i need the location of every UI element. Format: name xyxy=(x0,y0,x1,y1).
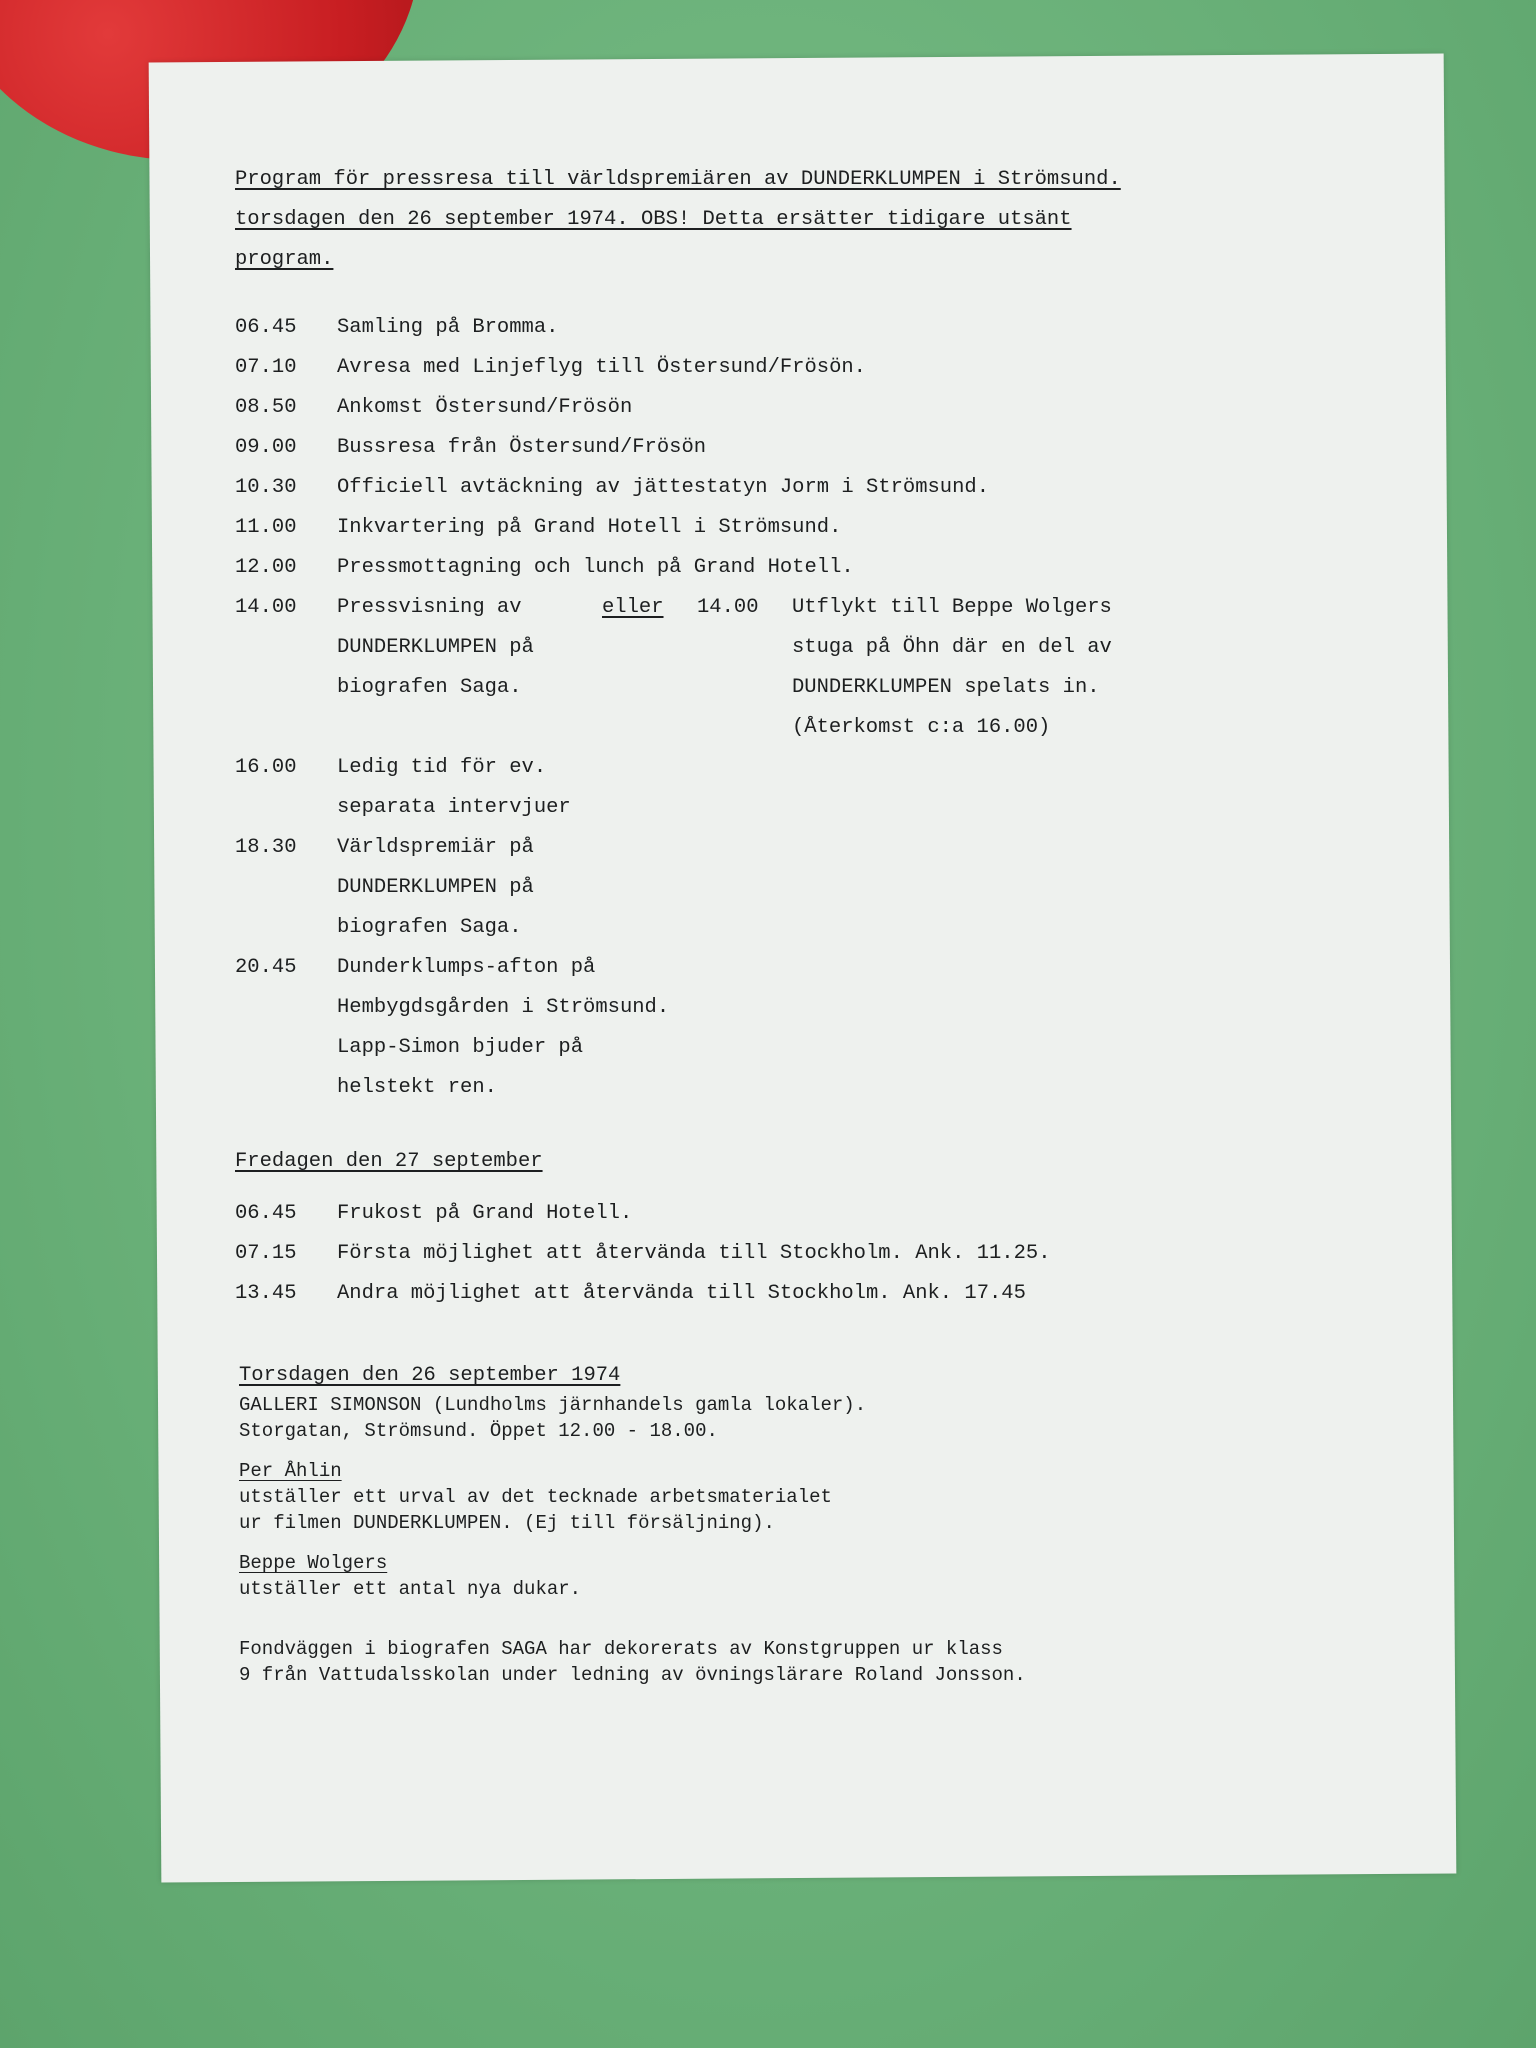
schedule-time: 16.00 xyxy=(235,756,297,779)
schedule-text: Frukost på Grand Hotell. xyxy=(337,1202,633,1225)
schedule-time: 09.00 xyxy=(235,436,297,459)
schedule-time: 07.15 xyxy=(235,1242,297,1265)
option-line: Utflykt till Beppe Wolgers xyxy=(792,596,1112,619)
alternative-row xyxy=(235,588,1195,748)
schedule-row xyxy=(235,508,1195,548)
title-line-2: torsdagen den 26 september 1974. OBS! Detta ersätter tidigare utsänt xyxy=(235,208,1072,231)
schedule-time: 12.00 xyxy=(235,556,297,579)
schedule-row xyxy=(235,468,1195,508)
schedule-row xyxy=(235,308,1195,348)
schedule-text xyxy=(337,748,1195,828)
schedule-line: biografen Saga. xyxy=(337,916,522,939)
schedule-text: Pressmottagning och lunch på Grand Hotell. xyxy=(337,556,854,579)
schedule-time: 08.50 xyxy=(235,396,297,419)
option-line: biografen Saga. xyxy=(337,676,522,699)
schedule-text: Ankomst Östersund/Frösön xyxy=(337,396,633,419)
schedule-row xyxy=(235,1194,1195,1234)
schedule-row xyxy=(235,428,1195,468)
artist-description: utställer ett urval av det tecknade arbetsmaterialet xyxy=(239,1486,832,1508)
friday-heading: Fredagen den 27 september xyxy=(235,1150,543,1173)
option-line: DUNDERKLUMPEN spelats in. xyxy=(792,676,1100,699)
schedule-row xyxy=(235,348,1195,388)
schedule-line: helstekt ren. xyxy=(337,1076,497,1099)
schedule-row xyxy=(235,748,1195,828)
schedule-row xyxy=(235,1274,1195,1314)
schedule-time: 11.00 xyxy=(235,516,297,539)
schedule-time: 07.10 xyxy=(235,356,297,379)
artist-description: ur filmen DUNDERKLUMPEN. (Ej till försäljning). xyxy=(239,1512,775,1534)
schedule-time: 14.00 xyxy=(235,596,297,619)
schedule-line: Lapp-Simon bjuder på xyxy=(337,1036,584,1059)
schedule-row xyxy=(235,548,1195,588)
schedule-text xyxy=(337,948,1195,1108)
title-line-3: program. xyxy=(235,248,334,271)
artist-name: Beppe Wolgers xyxy=(239,1552,388,1574)
option-excursion xyxy=(792,588,1195,748)
schedule-time: 10.30 xyxy=(235,476,297,499)
note-line: Fondväggen i biografen SAGA har dekorerats av Konstgruppen ur klass xyxy=(239,1638,1003,1660)
schedule-time: 06.45 xyxy=(235,1202,297,1225)
schedule-time: 18.30 xyxy=(235,836,297,859)
schedule-text: Inkvartering på Grand Hotell i Strömsund. xyxy=(337,516,842,539)
document-title xyxy=(235,160,1195,280)
schedule-text: Samling på Bromma. xyxy=(337,316,559,339)
alt-time: 14.00 xyxy=(697,596,759,619)
schedule-row xyxy=(235,828,1195,948)
option-line: DUNDERKLUMPEN på xyxy=(337,636,534,659)
artist-name: Per Åhlin xyxy=(239,1460,342,1482)
note-line: 9 från Vattudalsskolan under ledning av övningslärare Roland Jonsson. xyxy=(239,1664,1026,1686)
schedule-line: separata intervjuer xyxy=(337,796,571,819)
schedule-line: DUNDERKLUMPEN på xyxy=(337,876,534,899)
friday-section xyxy=(235,1142,1195,1314)
schedule-text xyxy=(337,828,1195,948)
exhibition-section xyxy=(235,1360,1195,1688)
venue-line: GALLERI SIMONSON (Lundholms järnhandels gamla lokaler). xyxy=(239,1394,867,1416)
schedule-text: Andra möjlighet att återvända till Stockholm. Ank. 17.45 xyxy=(337,1282,1026,1305)
schedule-line: Dunderklumps-afton på xyxy=(337,956,596,979)
artist-description: utställer ett antal nya dukar. xyxy=(239,1578,582,1600)
schedule-line: Världspremiär på xyxy=(337,836,534,859)
option-line: stuga på Öhn där en del av xyxy=(792,636,1112,659)
option-screening xyxy=(337,588,602,748)
schedule-row xyxy=(235,388,1195,428)
venue-line: Storgatan, Strömsund. Öppet 12.00 - 18.00. xyxy=(239,1420,718,1442)
option-line: Pressvisning av xyxy=(337,596,522,619)
thursday-schedule xyxy=(235,308,1195,1108)
program-document xyxy=(235,160,1195,1688)
exhibition-heading: Torsdagen den 26 september 1974 xyxy=(239,1364,621,1387)
option-line: (Återkomst c:a 16.00) xyxy=(792,716,1051,739)
alternative-options xyxy=(337,588,1195,748)
schedule-text: Första möjlighet att återvända till Stockholm. Ank. 11.25. xyxy=(337,1242,1051,1265)
schedule-time: 20.45 xyxy=(235,956,297,979)
schedule-row xyxy=(235,948,1195,1108)
schedule-line: Ledig tid för ev. xyxy=(337,756,547,779)
or-word: eller xyxy=(602,596,664,619)
schedule-time: 13.45 xyxy=(235,1282,297,1305)
or-separator xyxy=(602,588,792,748)
schedule-time: 06.45 xyxy=(235,316,297,339)
schedule-text: Bussresa från Östersund/Frösön xyxy=(337,436,707,459)
schedule-text: Avresa med Linjeflyg till Östersund/Frösön. xyxy=(337,356,866,379)
schedule-row xyxy=(235,1234,1195,1274)
schedule-line: Hembygdsgården i Strömsund. xyxy=(337,996,670,1019)
title-line-1: Program för pressresa till världspremiären av DUNDERKLUMPEN i Strömsund. xyxy=(235,168,1121,191)
schedule-text: Officiell avtäckning av jättestatyn Jorm i Strömsund. xyxy=(337,476,990,499)
